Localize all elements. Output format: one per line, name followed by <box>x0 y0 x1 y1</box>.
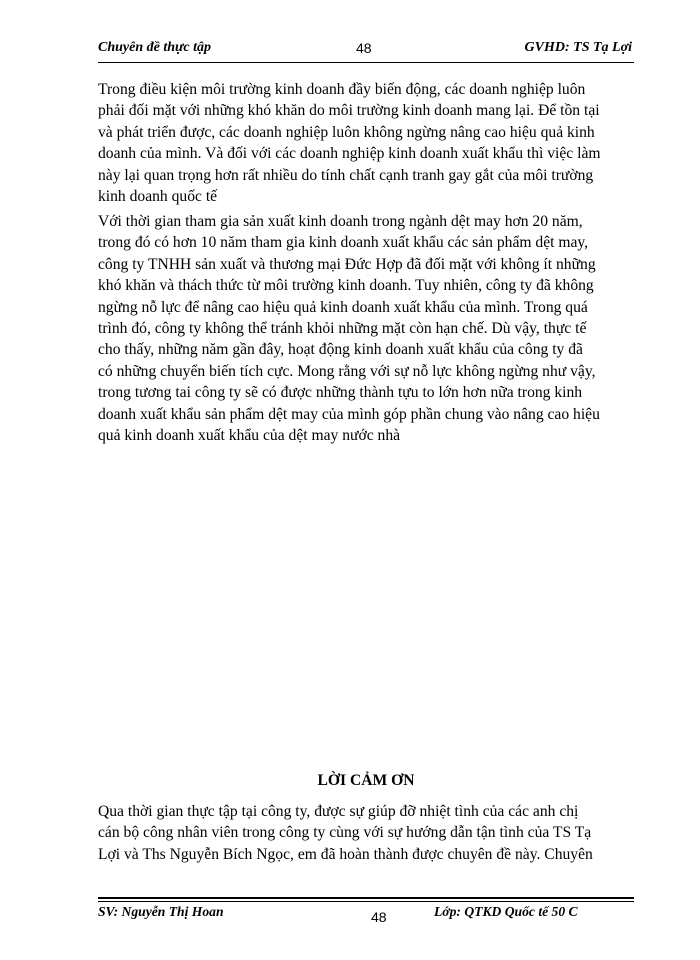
paragraph-line: Lợi và Ths Nguyễn Bích Ngọc, em đã hoàn thành được chuyên đề này. Chuyên <box>98 845 593 863</box>
paragraph-line: ngừng nỗ lực để nâng cao hiệu quả kinh doanh xuất khẩu của mình. Trong quá <box>98 298 588 316</box>
header-page-number: 48 <box>356 40 372 56</box>
paragraph-line: kinh doanh quốc tế <box>98 188 218 206</box>
paragraph-line: phải đối mặt với những khó khăn do môi trường kinh doanh mang lại. Để tồn tại <box>98 102 600 120</box>
paragraph-line: doanh của mình. Và đối với các doanh nghiệp kinh doanh xuất khẩu thì việc làm <box>98 145 601 163</box>
acknowledgement-heading: LỜI CẢM ƠN <box>317 772 415 789</box>
paragraph-line: trong tương tai công ty sẽ có được những thành tựu to lớn hơn nữa trong kinh <box>98 384 583 402</box>
class-label: Lớp: QTKD Quốc tế 50 C <box>434 904 578 919</box>
paragraph-2 <box>98 211 634 446</box>
acknowledgement-paragraph <box>98 801 634 865</box>
paragraph-line: có những chuyển biến tích cực. Mong rằng với sự nỗ lực không ngừng như vậy, <box>98 362 596 380</box>
document-title: Chuyên đề thực tập <box>98 40 212 55</box>
footer-page-number: 48 <box>371 909 387 925</box>
paragraph-1 <box>98 79 634 207</box>
paragraph-line: công ty TNHH sản xuất và thương mại Đức Hợp đã đối mặt với không ít những <box>98 255 596 273</box>
paragraph-line: doanh xuất khẩu sản phẩm dệt may của mình góp phần chung vào nâng cao hiệu <box>98 405 600 423</box>
student-name: SV: Nguyễn Thị Hoan <box>98 904 224 919</box>
paragraph-line: cho thấy, những năm gần đây, hoạt động kinh doanh xuất khẩu của công ty đã <box>98 341 583 359</box>
paragraph-line: và phát triển được, các doanh nghiệp luôn không ngừng nâng cao hiệu quả kinh <box>98 123 595 141</box>
paragraph-line: khó khăn và thách thức từ môi trường kinh doanh. Tuy nhiên, công ty đã không <box>98 277 594 295</box>
paragraph-line: trình đó, công ty không thể tránh khỏi những mặt còn hạn chế. Dù vậy, thực tế <box>98 320 587 338</box>
paragraph-line: Với thời gian tham gia sản xuất kinh doanh trong ngành dệt may hơn 20 năm, <box>98 213 583 230</box>
header-rule <box>98 62 634 63</box>
paragraph-line: Trong điều kiện môi trường kinh doanh đầy biến động, các doanh nghiệp luôn <box>98 81 586 98</box>
paragraph-line: trong đó có hơn 10 năm tham gia kinh doanh xuất khẩu các sản phẩm dệt may, <box>98 234 589 252</box>
paragraph-line: này lại quan trọng hơn rất nhiều do tính chất cạnh tranh gay gắt của môi trường <box>98 166 594 184</box>
footer-rule-thin <box>98 901 634 902</box>
page-header <box>98 38 632 60</box>
paragraph-line: quả kinh doanh xuất khẩu của dệt may nước nhà <box>98 427 401 445</box>
paragraph-line: Qua thời gian thực tập tại công ty, được sự giúp đỡ nhiệt tình của các anh chị <box>98 803 579 820</box>
footer-rule <box>98 897 634 899</box>
paragraph-line: cán bộ công nhân viên trong công ty cùng với sự hướng dẫn tận tình của TS Tạ <box>98 824 592 842</box>
advisor-label: GVHD: TS Tạ Lợi <box>524 40 632 55</box>
